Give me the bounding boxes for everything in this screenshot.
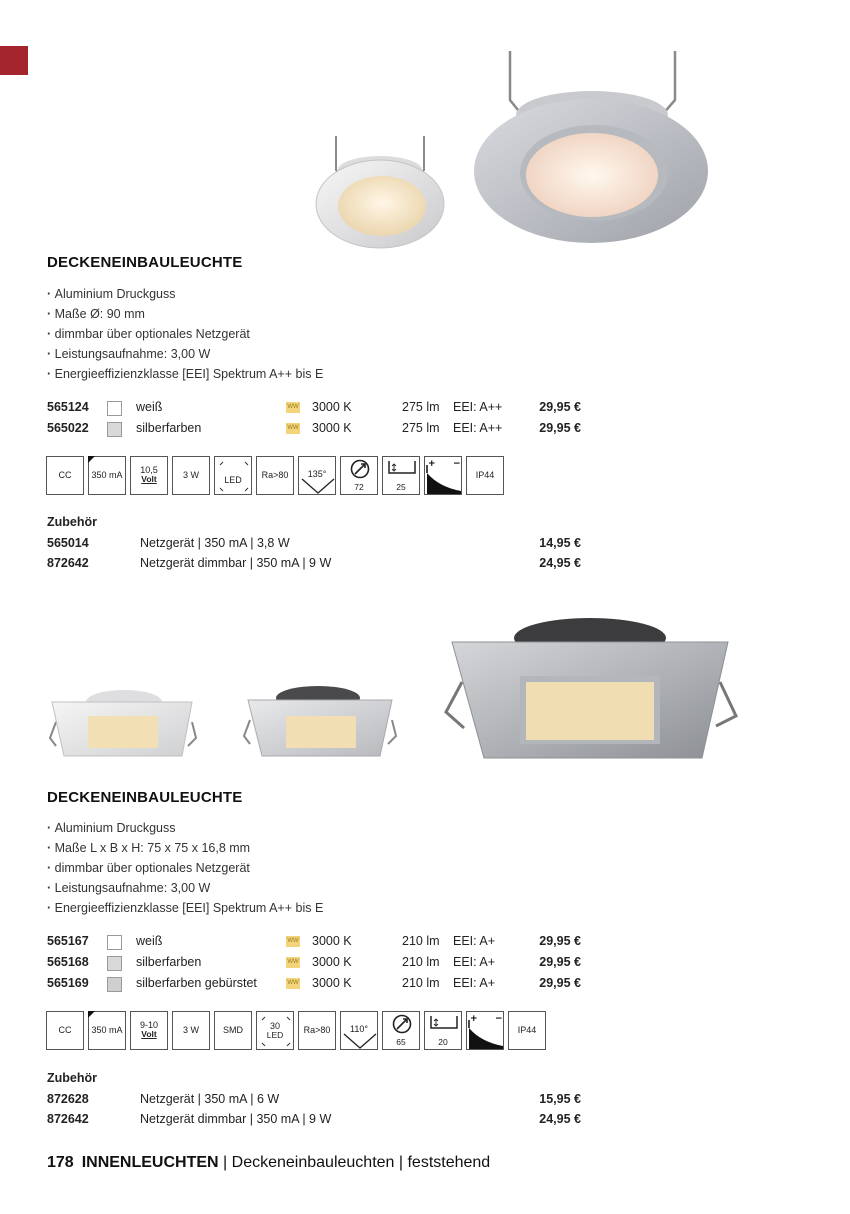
page-footer xyxy=(47,1154,490,1172)
price: 15,95 € xyxy=(539,1092,581,1106)
color-label: weiß xyxy=(136,934,163,948)
product-row xyxy=(47,955,587,975)
ip-rating-icon: IP44 xyxy=(508,1011,546,1050)
color-label: weiß xyxy=(136,400,163,414)
warm-white-icon: WW xyxy=(286,423,300,434)
wattage-icon: 3 W xyxy=(172,1011,210,1050)
price: 14,95 € xyxy=(539,536,581,550)
cutout-diameter-icon: 65 xyxy=(382,1011,420,1050)
feature-item: · dimmbar über optionales Netzgerät xyxy=(47,858,323,878)
color-swatch xyxy=(107,956,122,971)
cutout-diameter-icon: 72 xyxy=(340,456,378,495)
lumen-value: 275 lm xyxy=(402,400,440,414)
feature-item: · Energieeffizienzklasse [EEI] Spektrum A++ bis E xyxy=(47,364,323,384)
accessory-row xyxy=(47,536,587,556)
wattage-icon: 3 W xyxy=(172,456,210,495)
color-temperature: 3000 K xyxy=(312,955,352,969)
square-downlight-silver-photo xyxy=(240,684,400,766)
article-number: 565124 xyxy=(47,400,89,414)
color-swatch xyxy=(107,977,122,992)
installation-depth-icon: 20 xyxy=(424,1011,462,1050)
accessory-description: Netzgerät dimmbar | 350 mA | 9 W xyxy=(140,556,332,570)
product-row xyxy=(47,934,587,954)
category-label: INNENLEUCHTEN xyxy=(81,1154,219,1171)
current-icon: 350 mA xyxy=(88,1011,126,1050)
accessory-row xyxy=(47,1112,587,1132)
color-temperature: 3000 K xyxy=(312,934,352,948)
feature-item: · Maße Ø: 90 mm xyxy=(47,304,323,324)
beam-angle-icon: 135° xyxy=(298,456,336,495)
price: 29,95 € xyxy=(539,976,581,990)
article-number: 565168 xyxy=(47,955,89,969)
accessory-description: Netzgerät dimmbar | 350 mA | 9 W xyxy=(140,1112,332,1126)
cri-icon: Ra>80 xyxy=(298,1011,336,1050)
square-downlight-brushed-photo xyxy=(440,612,740,762)
warm-white-icon: WW xyxy=(286,936,300,947)
product-row xyxy=(47,400,587,420)
feature-list xyxy=(47,818,323,918)
article-number: 872642 xyxy=(47,1112,89,1126)
lumen-value: 275 lm xyxy=(402,421,440,435)
accessory-description: Netzgerät | 350 mA | 3,8 W xyxy=(140,536,290,550)
square-downlight-white-photo xyxy=(46,686,201,766)
price: 29,95 € xyxy=(539,955,581,969)
round-downlight-small-photo xyxy=(312,130,457,250)
accessory-row xyxy=(47,1092,587,1112)
warm-white-icon: WW xyxy=(286,957,300,968)
color-temperature: 3000 K xyxy=(312,400,352,414)
color-label: silberfarben xyxy=(136,955,202,969)
section-title: DECKENEINBAULEUCHTE xyxy=(47,254,243,271)
chapter-marker xyxy=(0,46,28,75)
feature-item: · dimmbar über optionales Netzgerät xyxy=(47,324,323,344)
dimmable-icon xyxy=(466,1011,504,1050)
svg-text:+: + xyxy=(470,1014,478,1024)
feature-item: · Leistungsaufnahme: 3,00 W xyxy=(47,344,323,364)
feature-item: · Aluminium Druckguss xyxy=(47,818,323,838)
color-swatch xyxy=(107,401,122,416)
color-label: silberfarben xyxy=(136,421,202,435)
section-title: DECKENEINBAULEUCHTE xyxy=(47,789,243,806)
ip-rating-icon: IP44 xyxy=(466,456,504,495)
cri-icon: Ra>80 xyxy=(256,456,294,495)
feature-item: · Maße L x B x H: 75 x 75 x 16,8 mm xyxy=(47,838,323,858)
price: 29,95 € xyxy=(539,400,581,414)
accessories-title: Zubehör xyxy=(47,515,97,529)
color-label: silberfarben gebürstet xyxy=(136,976,257,990)
accessory-row xyxy=(47,556,587,576)
accessories-title: Zubehör xyxy=(47,1071,97,1085)
feature-list xyxy=(47,284,323,384)
accessory-description: Netzgerät | 350 mA | 6 W xyxy=(140,1092,280,1106)
feature-item: · Energieeffizienzklasse [EEI] Spektrum A++ bis E xyxy=(47,898,323,918)
lumen-value: 210 lm xyxy=(402,934,440,948)
color-swatch xyxy=(107,935,122,950)
energy-class: EEI: A+ xyxy=(453,934,496,948)
led-count-icon: 30 LED xyxy=(256,1011,294,1050)
svg-text:−: − xyxy=(495,1014,503,1024)
round-downlight-large-photo xyxy=(470,45,715,245)
article-number: 565014 xyxy=(47,536,89,550)
voltage-icon: 9-10 Volt xyxy=(130,1011,168,1050)
constant-current-icon: CC xyxy=(46,456,84,495)
article-number: 565169 xyxy=(47,976,89,990)
product-row xyxy=(47,421,587,441)
article-number: 565022 xyxy=(47,421,89,435)
feature-item: · Leistungsaufnahme: 3,00 W xyxy=(47,878,323,898)
lumen-value: 210 lm xyxy=(402,976,440,990)
beam-angle-icon: 110° xyxy=(340,1011,378,1050)
warm-white-icon: WW xyxy=(286,978,300,989)
svg-text:+: + xyxy=(428,459,436,469)
installation-depth-icon: 25 xyxy=(382,456,420,495)
energy-class: EEI: A++ xyxy=(453,400,503,414)
voltage-icon: 10,5 Volt xyxy=(130,456,168,495)
led-icon: LED xyxy=(214,456,252,495)
energy-class: EEI: A++ xyxy=(453,421,503,435)
price: 24,95 € xyxy=(539,1112,581,1126)
article-number: 872642 xyxy=(47,556,89,570)
price: 24,95 € xyxy=(539,556,581,570)
article-number: 565167 xyxy=(47,934,89,948)
color-temperature: 3000 K xyxy=(312,421,352,435)
energy-class: EEI: A+ xyxy=(453,955,496,969)
page-number: 178 xyxy=(47,1154,74,1171)
current-icon: 350 mA xyxy=(88,456,126,495)
energy-class: EEI: A+ xyxy=(453,976,496,990)
dimmable-icon xyxy=(424,456,462,495)
price: 29,95 € xyxy=(539,934,581,948)
price: 29,95 € xyxy=(539,421,581,435)
lumen-value: 210 lm xyxy=(402,955,440,969)
feature-item: · Aluminium Druckguss xyxy=(47,284,323,304)
breadcrumb: | Deckeneinbauleuchten | feststehend xyxy=(218,1154,491,1171)
color-temperature: 3000 K xyxy=(312,976,352,990)
warm-white-icon: WW xyxy=(286,402,300,413)
color-swatch xyxy=(107,422,122,437)
svg-text:−: − xyxy=(453,459,461,469)
constant-current-icon: CC xyxy=(46,1011,84,1050)
article-number: 872628 xyxy=(47,1092,89,1106)
product-row xyxy=(47,976,587,996)
smd-icon: SMD xyxy=(214,1011,252,1050)
